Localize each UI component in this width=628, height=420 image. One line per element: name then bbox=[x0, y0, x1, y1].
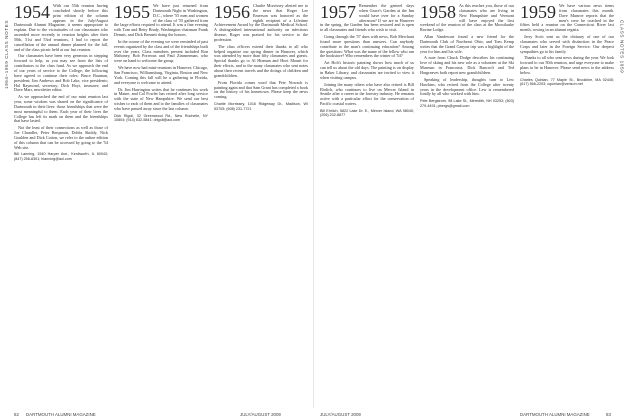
paragraph: We have now had mini-reunions in Hanover, Chicago, San Francisco, Williamsburg, Virginia, Boston and New York. Coming this fall will be a gathering in Florida, and everyone is welcome to attend. bbox=[114, 65, 208, 85]
class-entry-1954 bbox=[14, 4, 108, 162]
class-entry-1959 bbox=[520, 4, 614, 87]
right-page-number: 83 bbox=[606, 412, 611, 417]
year-heading: 1955 bbox=[114, 4, 150, 22]
paragraph: Remember the genteel days when Grace's Garden at the Inn would have over for a Sunday afternoon? If we are in Hanover in the spring, the Garden has been restored and is open to all classmates and friends who wish to visit. bbox=[320, 4, 414, 33]
paragraph: We have just returned from Dartmouth Night in Washington, D.C., where '55 men and women of the class of '55 gathered from the large efforts required to attend. It was a fine evening with Tom and Betty Brady, Washington chairman Frank Dennis, and Dick Bennett doing the honors. bbox=[114, 4, 208, 38]
column-5 bbox=[420, 4, 514, 404]
year-heading: 1959 bbox=[520, 4, 556, 22]
paragraph: Art Holt's historic painting shows how much of us can tell us about the old days. The painting is on display in Baker Library, and classmates are invited to view it when visiting campus. bbox=[320, 60, 414, 80]
paragraph: Thanks to all who sent news during the year. We look forward to our 50th reunion, and urge everyone to make plans to be in Hanover. Please send news to the address below. bbox=[520, 55, 614, 75]
paragraph: Going through the '57 dues with news, Bob Merchant found more questions than answers. Can anybody contribute to the man's continuing education? Among the questions: What was the name of the fellow who ran the bookstore? Who remembers the winter of '54? bbox=[320, 34, 414, 59]
class-entry-1956 bbox=[214, 4, 308, 111]
left-page bbox=[14, 4, 308, 404]
paragraph: Dr. Jim Harrington writes that he continues his work in Maine, and Cal Fowler has retired after long service with the state of New Hampshire. We send our best wishes to each of them and to the families of classmates who have passed away since the last column. bbox=[114, 86, 208, 111]
left-running-head bbox=[0, 0, 12, 408]
year-heading: 1956 bbox=[214, 4, 250, 22]
year-heading: 1958 bbox=[420, 4, 456, 22]
class-secretary-contact: Charles Quinlan, 77 Maple St., Brookline, MA 02445; (617) 566-2203; cquinlan@verizon.net bbox=[520, 77, 614, 87]
year-heading: 1957 bbox=[320, 4, 356, 22]
paragraph: Speaking of leadership, thoughts turn to Lew Hawkins, who retired from the College after twenty years in the development office. Lew is remembered fondly by all who worked with him. bbox=[420, 76, 514, 97]
right-issue-date: JULY/AUGUST 2009 bbox=[320, 412, 361, 417]
class-secretary-contact: Pete Bergstrom, 98 Lake St., Meredith, NH 03253; (603) 279-4491; pbergs@gmail.com bbox=[420, 99, 514, 108]
paragraph: As we approached the end of our mini reunion last year, some wisdom was shared on the significance of Dartmouth in their lives: those friendships that were the most meaningful to them. Each year of their lives the College has left its mark on them and the friendships that have lasted. bbox=[14, 94, 108, 124]
left-magazine-name: DARTMOUTH ALUMNI MAGAZINE bbox=[26, 412, 96, 417]
page-footer bbox=[0, 409, 628, 419]
paragraph: Charlie Morrissey alerted me to the news that Roger Lee Emerson was honored as the eighth recipient of a Lifetime Achievement Award by the Dartmouth Medical School. A distinguished international authority on infectious disease, Roger was praised for his service to the profession. bbox=[214, 4, 308, 42]
right-page bbox=[320, 4, 614, 404]
class-entry-1957 bbox=[320, 4, 414, 118]
paragraph: In the course of the evening we were reminded of past events organized by the class and of the friendships built over the years. Class members present included Ron Mahoney, Bob Porteous and Paul Zimmerman, who were on hand to welcome the group. bbox=[114, 38, 208, 64]
paragraph: A note from Chuck Dodge describes his continuing love of skiing and his new role as a volunteer at the Ski Museum in Franconia. Dick Bancroft and Ted Hargreaves both report new grandchildren. bbox=[420, 55, 514, 75]
paragraph: Jerry Scott sent us the obituary of one of our classmates who served with distinction in the Peace Corps and later in the Foreign Service. Our deepest sympathies go to his family. bbox=[520, 34, 614, 54]
left-page-number: 82 bbox=[14, 412, 19, 417]
class-entry-1958 bbox=[420, 4, 514, 108]
class-secretary-contact: Dick Rigoli, 32 Greenwood Rd., New Rochelle, NY 10804; (914) 632-5841; drigoli@aol.com bbox=[114, 113, 208, 123]
paragraph: Our classmates have been very generous in stepping forward to help, as you may see from the lists of contributors to the class fund. As we approach the end of our years of service to the College, the following have agreed to continue their roles: Bruce Bauman, president; Jim Andrews and Bob Lake, vice presidents; Hal Raymond, secretary; Dick Hoyt, treasurer; and Dave Marr, newsletter editor. bbox=[14, 53, 108, 93]
paragraph: Not the least of their connections as well as those of Joe Chandler, Peter Benjamin, Dobbs Skiddy, Nick Goulden and Dick Cotton, we refer to the online edition of this column that can be accessed by going to the '54 Web site. bbox=[14, 125, 108, 150]
paragraph: We have various news items from classmates this month. Dave Munroe reports that the men's crew he coached in the fifties held a reunion on the Connecticut River last month, rowing in an alumni regatta. bbox=[520, 4, 614, 33]
class-secretary-contact: Bill Lanning, 1540 Harper Ave., Kenilworth, IL 60043; (847) 256-8301; hlanning@aol.com bbox=[14, 152, 108, 162]
left-running-head-text: 1954–1959 CLASS NOTES bbox=[3, 20, 9, 90]
paragraph: The class officers extend their thanks to all who helped organize our spring dinner in Hanover, which was attended by more than fifty classmates and guests. Special thanks go to Al Hinman and Hoot Mount for their efforts, and to the many classmates who sent notes about their recent travels and the doings of children and grandchildren. bbox=[214, 43, 308, 78]
paragraph: Joining the many others who have also retired is Bill Ehrlich, who continues to live on Mercer Island in Seattle after a career in the forestry industry. He remains active with a particular effort for the conservation of Pacific coastal waters. bbox=[320, 81, 414, 107]
column-1 bbox=[14, 4, 108, 404]
class-secretary-contact: Bill Ehrlich, 5822 Lake Dr. E., Mercer Island, WA 98040; (206) 232-8877 bbox=[320, 108, 414, 118]
year-heading: 1954 bbox=[14, 4, 50, 22]
right-magazine-name: DARTMOUTH ALUMNI MAGAZINE bbox=[520, 412, 590, 417]
paragraph: As this reaches you, those of our classmates who are living in New Hampshire and Vermont will have enjoyed the first weekend of the reunion of the class at the Moosilauke Ravine Lodge. bbox=[420, 4, 514, 33]
column-3 bbox=[214, 4, 308, 404]
class-secretary-contact: Charlie Morrissey, 1016 Ridgeway Dr., Madison, WI 53705; (608) 231-7721 bbox=[214, 102, 308, 111]
right-running-head bbox=[616, 0, 628, 408]
paragraph: Allan Vandewart found a new friend for the Dartmouth Club of Northeast Ohio, and Tom Kemp writes that the Grand Canyon trip was a highlight of the year for him and his wife. bbox=[420, 34, 514, 54]
class-entry-1955 bbox=[114, 4, 208, 123]
right-running-head-text: CLASS NOTES 1959 bbox=[619, 20, 625, 74]
paragraph: With our 55th reunion having concluded shortly before this print edition of the column appears in the July/August Dartmouth Alumni Magazine, it seems appropriate to explain. Due to the vicissitudes of our classmates who ascended more recently to reunion heights after their 50th, 51st and 53rd reunions, I had to report the cancellation of the annual dinner planned for the fall, and of the class picnic held at our last reunion. bbox=[14, 4, 108, 52]
page-gutter bbox=[313, 0, 314, 408]
column-4 bbox=[320, 4, 414, 404]
column-6 bbox=[520, 4, 614, 404]
column-2 bbox=[114, 4, 208, 404]
paragraph: From Florida comes word that Pete Nowack is painting again and that Sam Grant has completed a book on the history of his hometown. Please keep the news coming. bbox=[214, 79, 308, 100]
left-issue-date: JULY/AUGUST 2009 bbox=[240, 412, 281, 417]
